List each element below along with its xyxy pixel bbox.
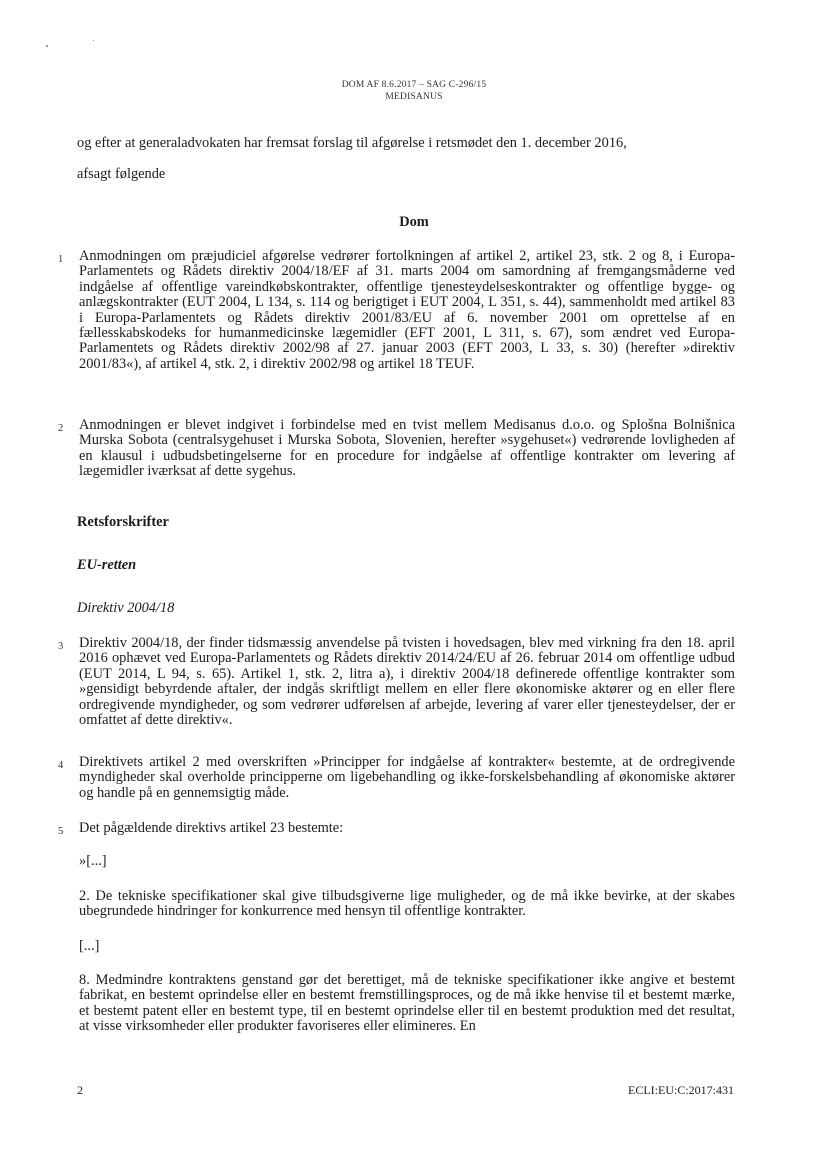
section-heading-direktiv: Direktiv 2004/18	[77, 600, 175, 616]
paragraph-number: 3	[58, 641, 64, 652]
quote-ellipsis: [...]	[79, 938, 100, 954]
section-heading-retsforskrifter: Retsforskrifter	[77, 514, 169, 530]
intro-afsagt: afsagt følgende	[77, 166, 166, 182]
paragraph-text: Direktiv 2004/18, der finder tidsmæssig anvendelse på tvisten i hovedsagen, blev med virkning fra den 18. april 2016 ophævet ved Europa-Parlamentets og Rådets direktiv 2014/24/EU af 26. februar 2014 om offentlige udbud (EUT 2014, L 94, s. 65). Artikel 1, stk. 2, litra a), i direktiv 2004/18 definerede offentlige kontrakter som »gensidigt bebyrdende aftaler, der indgås skriftligt mellem en eller flere økonomiske aktører og en eller flere ordregivende myndigheder, og som vedrører udførelsen af arbejde, levering af varer eller tjenesteydelser, der er omfattet af dette direktiv«.	[79, 635, 735, 729]
paragraph-text: Anmodningen er blevet indgivet i forbindelse med en tvist mellem Medisanus d.o.o. og Splošna Bolnišnica Murska Sobota (centralsygehuset i Murska Sobota, Slovenien, herefter »sygehuset«) vedrørende lovligheden af en klausul i udbudsbetingelserne for en procedure for indgåelse af offentlige kontrakter om levering af lægemidler iværksat af dette sygehus.	[79, 417, 735, 480]
dom-heading: Dom	[399, 214, 429, 230]
running-header-title: MEDISANUS	[385, 92, 443, 102]
quote-item-8: 8. Medmindre kontraktens genstand gør det berettiget, må de tekniske specifikationer ikke angive et bestemt fabrikat, en bestemt oprindelse eller en bestemt fremstillingsproces, og de må ikke henvise til et bestemt mærke, et bestemt patent eller en bestemt type, til en bestemt oprindelse eller til en bestemt produktion med det resultat, at visse virksomheder eller produkter favoriseres eller elimineres. En	[79, 972, 735, 1035]
paragraph-text: Anmodningen om præjudiciel afgørelse vedrører fortolkningen af artikel 2, artikel 23, stk. 2 og 8, i Europa-Parlamentets og Rådets direktiv 2004/18/EF af 31. marts 2004 om samordning af fremgangsmåderne ved indgåelse af offentlige vareindkøbskontrakter, offentlige tjenesteydelseskontrakter og offentlige bygge- og anlægskontrakter (EUT 2004, L 134, s. 114 og berigtiget i EUT 2004, L 351, s. 44), sammenholdt med artikel 83 i Europa-Parlamentets og Rådets direktiv 2001/83/EU af 6. november 2001 om oprettelse af en fællesskabskodeks for humanmedicinske lægemidler (EFT 2001, L 311, s. 67), som ændret ved Europa-Parlamentets og Rådets direktiv 2002/98 af 27. januar 2003 (EFT 2003, L 33, s. 30) (herefter »direktiv 2001/83«), af artikel 4, stk. 2, i direktiv 2002/98 og artikel 18 TEUF.	[79, 248, 735, 372]
page-number: 2	[77, 1083, 83, 1097]
intro-line: og efter at generaladvokaten har fremsat forslag til afgørelse i retsmødet den 1. december 2016,	[77, 135, 627, 151]
scan-speck	[93, 40, 94, 41]
paragraph-number: 1	[58, 254, 64, 265]
scan-speck	[46, 45, 48, 47]
paragraph-number: 5	[58, 826, 64, 837]
paragraph-text: Direktivets artikel 2 med overskriften »Principper for indgåelse af kontrakter« bestemte, at de ordregivende myndigheder skal overholde principperne om ligebehandling og ikke-forskelsbehandling af økonomiske aktører og handle på en gennemsigtig måde.	[79, 754, 735, 801]
section-heading-eu-retten: EU-retten	[77, 557, 137, 573]
running-header-case: DOM AF 8.6.2017 – SAG C-296/15	[341, 80, 487, 90]
ecli-identifier: ECLI:EU:C:2017:431	[628, 1083, 734, 1097]
quote-item-2: 2. De tekniske specifikationer skal give tilbudsgiverne lige muligheder, og de må ikke bevirke, at der skabes ubegrundede hindringer for konkurrence med hensyn til offentlige kontrakter.	[79, 888, 735, 920]
paragraph-number: 4	[58, 760, 64, 771]
paragraph-number: 2	[58, 423, 64, 434]
quote-open: »[...]	[79, 853, 107, 869]
paragraph-text: Det pågældende direktivs artikel 23 bestemte:	[79, 820, 344, 836]
